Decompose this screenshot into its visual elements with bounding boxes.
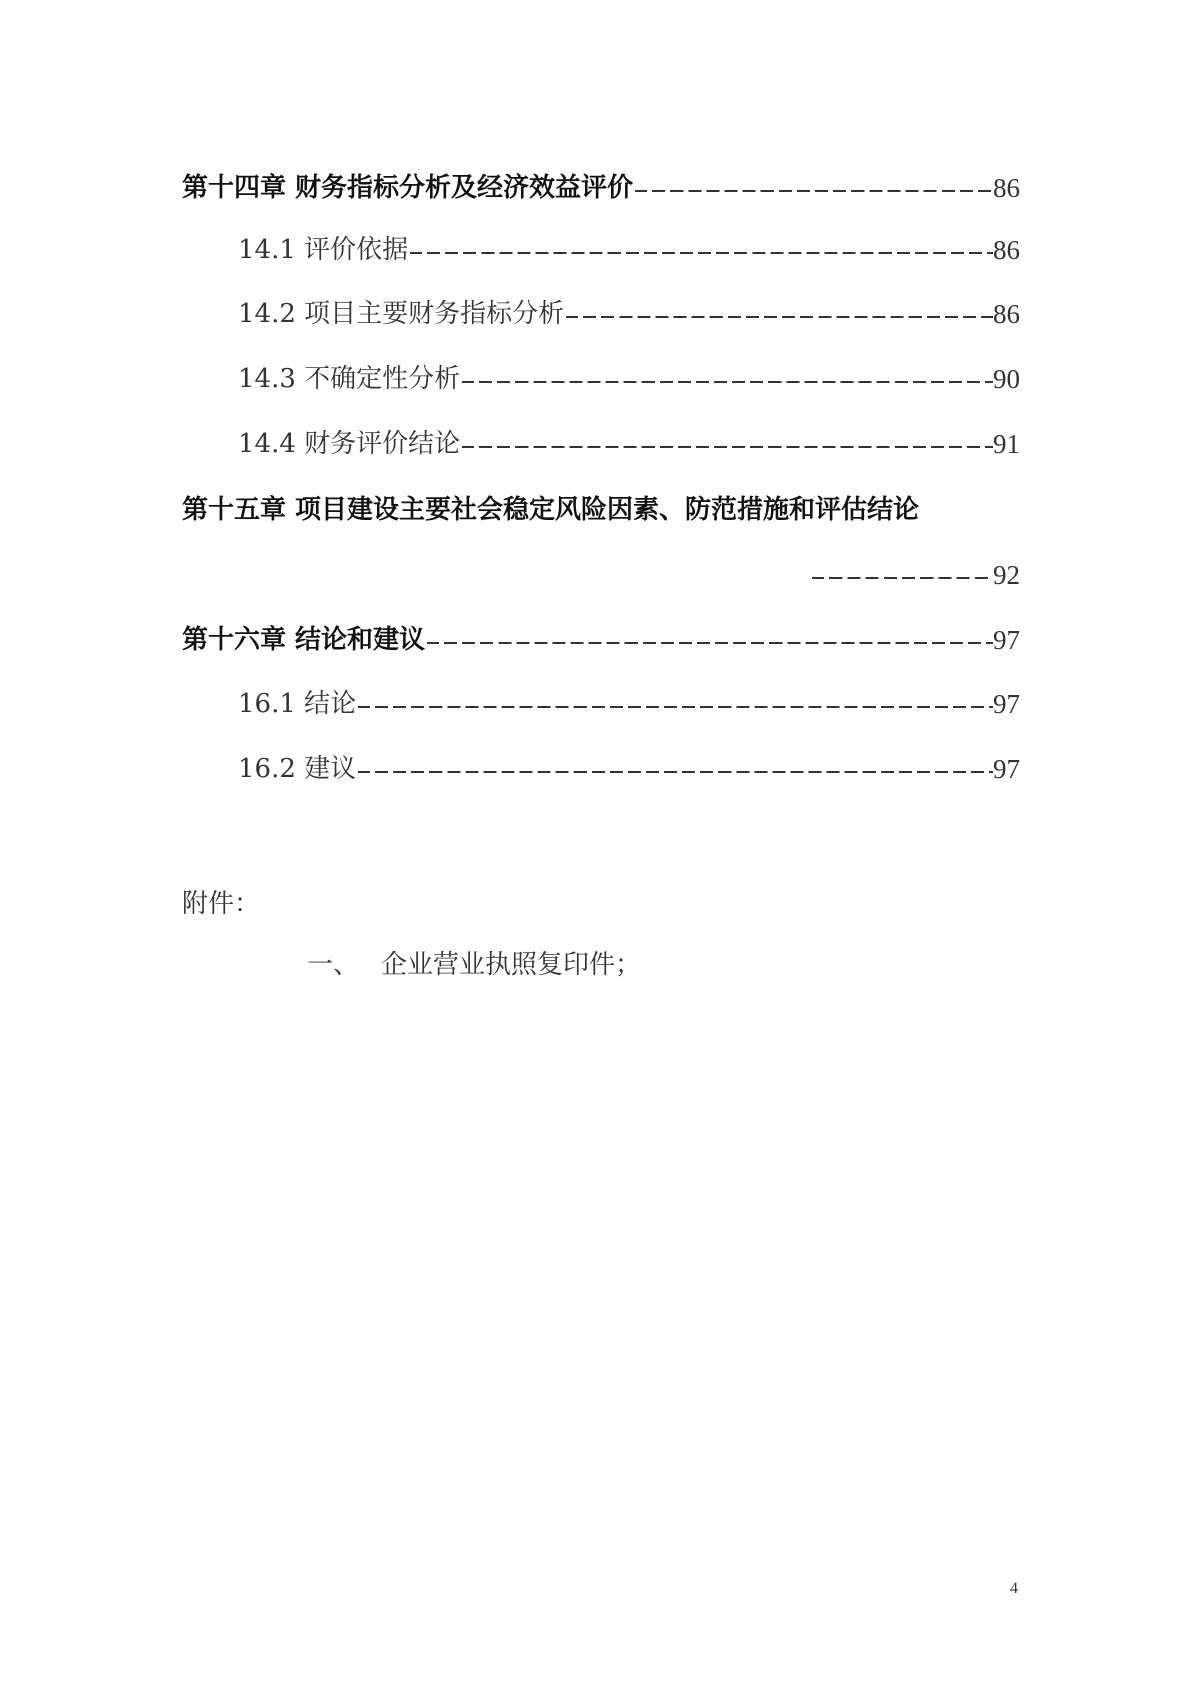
toc-dot-leader — [358, 684, 993, 724]
toc-entry-chapter-15[interactable] — [182, 490, 1020, 530]
toc-page-number: 86 — [993, 235, 1020, 265]
toc-dot-leader — [427, 620, 993, 660]
toc-page-number: 97 — [993, 689, 1020, 719]
toc-dot-leader — [635, 168, 993, 208]
toc-page-number: 97 — [993, 754, 1020, 784]
toc-page-number: 91 — [993, 429, 1020, 459]
toc-dot-leader — [410, 230, 993, 270]
toc-page-number: 92 — [993, 560, 1020, 590]
attachment-item-marker: 一、 — [307, 950, 360, 980]
toc-entry-label: 第十四章 财务指标分析及经济效益评价 — [182, 173, 634, 203]
attachments-heading: 附件： — [182, 889, 261, 919]
toc-entry-label: 第十六章 结论和建议 — [182, 625, 426, 655]
toc-page-number: 86 — [993, 299, 1020, 329]
toc-entry-section-16-1[interactable] — [238, 684, 1020, 724]
toc-entry-section-14-4[interactable] — [238, 424, 1020, 464]
toc-entry-section-14-3[interactable] — [238, 359, 1020, 399]
attachment-item — [307, 945, 641, 985]
toc-entry-chapter-16[interactable] — [182, 620, 1020, 660]
attachment-item-text: 企业营业执照复印件； — [381, 950, 642, 980]
page-number: 4 — [1010, 1580, 1018, 1597]
toc-entry-section-16-2[interactable] — [238, 749, 1020, 789]
toc-entry-chapter-15-continuation[interactable] — [812, 555, 1020, 595]
toc-entry-label: 14.2 项目主要财务指标分析 — [238, 299, 565, 329]
toc-page-number: 97 — [993, 625, 1020, 655]
toc-dot-leader — [812, 555, 993, 595]
toc-entry-chapter-14[interactable] — [182, 168, 1020, 208]
toc-dot-leader — [462, 424, 993, 464]
toc-dot-leader — [566, 294, 993, 334]
toc-page-number: 86 — [993, 173, 1020, 203]
toc-entry-section-14-1[interactable] — [238, 230, 1020, 270]
toc-entry-section-14-2[interactable] — [238, 294, 1020, 334]
toc-dot-leader — [358, 749, 993, 789]
toc-entry-label: 16.2 建议 — [238, 754, 357, 784]
toc-page-number: 90 — [993, 364, 1020, 394]
toc-entry-label: 14.4 财务评价结论 — [238, 429, 461, 459]
toc-dot-leader — [462, 359, 993, 399]
toc-entry-label: 14.3 不确定性分析 — [238, 364, 461, 394]
toc-entry-label: 第十五章 项目建设主要社会稳定风险因素、防范措施和评估结论 — [182, 495, 920, 525]
toc-entry-label: 16.1 结论 — [238, 689, 357, 719]
toc-entry-label: 14.1 评价依据 — [238, 235, 409, 265]
